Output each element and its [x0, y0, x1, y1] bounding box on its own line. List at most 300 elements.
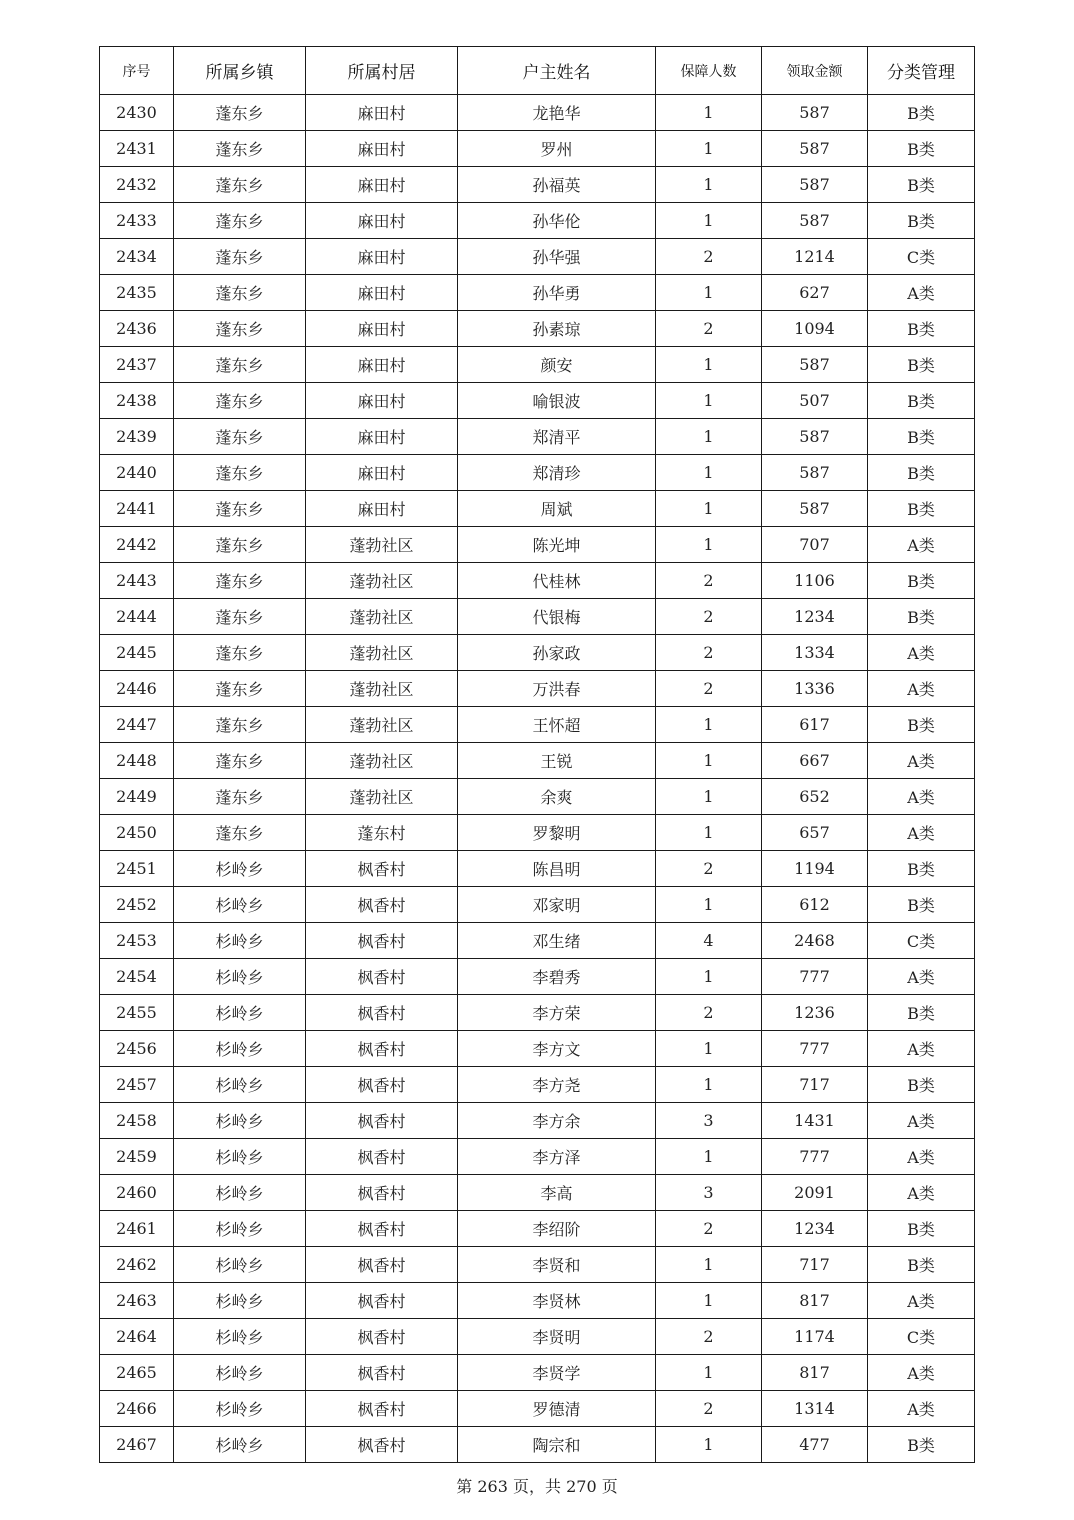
table-row — [100, 167, 975, 203]
cell-village: 蓬勃社区 — [306, 743, 458, 779]
cell-insured-count: 2 — [656, 311, 762, 347]
cell-village: 枫香村 — [306, 887, 458, 923]
cell-village: 麻田村 — [306, 491, 458, 527]
cell-index: 2445 — [100, 635, 174, 671]
cell-category: B类 — [868, 203, 975, 239]
cell-category: B类 — [868, 95, 975, 131]
cell-township: 杉岭乡 — [174, 851, 306, 887]
cell-township: 杉岭乡 — [174, 1175, 306, 1211]
cell-insured-count: 1 — [656, 815, 762, 851]
cell-insured-count: 2 — [656, 599, 762, 635]
cell-village: 蓬勃社区 — [306, 599, 458, 635]
cell-village: 麻田村 — [306, 167, 458, 203]
cell-village: 枫香村 — [306, 851, 458, 887]
cell-amount: 477 — [762, 1427, 868, 1463]
cell-insured-count: 1 — [656, 347, 762, 383]
table-row — [100, 419, 975, 455]
cell-township: 蓬东乡 — [174, 707, 306, 743]
cell-insured-count: 1 — [656, 779, 762, 815]
cell-index: 2433 — [100, 203, 174, 239]
cell-householder: 李方尧 — [458, 1067, 656, 1103]
header-row — [100, 47, 975, 95]
cell-insured-count: 1 — [656, 1031, 762, 1067]
cell-insured-count: 3 — [656, 1103, 762, 1139]
cell-amount: 587 — [762, 167, 868, 203]
cell-village: 蓬勃社区 — [306, 563, 458, 599]
cell-township: 杉岭乡 — [174, 1103, 306, 1139]
cell-index: 2458 — [100, 1103, 174, 1139]
table-row — [100, 743, 975, 779]
cell-township: 蓬东乡 — [174, 527, 306, 563]
cell-householder: 郑清平 — [458, 419, 656, 455]
table-row — [100, 1103, 975, 1139]
cell-insured-count: 1 — [656, 1427, 762, 1463]
cell-insured-count: 2 — [656, 671, 762, 707]
cell-index: 2449 — [100, 779, 174, 815]
cell-householder: 喻银波 — [458, 383, 656, 419]
cell-insured-count: 1 — [656, 275, 762, 311]
cell-township: 蓬东乡 — [174, 815, 306, 851]
cell-township: 杉岭乡 — [174, 1067, 306, 1103]
cell-category: A类 — [868, 743, 975, 779]
cell-index: 2464 — [100, 1319, 174, 1355]
cell-category: A类 — [868, 1391, 975, 1427]
cell-amount: 777 — [762, 1031, 868, 1067]
table-row — [100, 995, 975, 1031]
table-row — [100, 599, 975, 635]
table-row — [100, 1283, 975, 1319]
cell-amount: 777 — [762, 1139, 868, 1175]
header-cell-householder: 户主姓名 — [458, 47, 656, 95]
cell-township: 杉岭乡 — [174, 1427, 306, 1463]
cell-category: B类 — [868, 1211, 975, 1247]
cell-insured-count: 1 — [656, 1355, 762, 1391]
cell-amount: 627 — [762, 275, 868, 311]
cell-householder: 代桂林 — [458, 563, 656, 599]
cell-householder: 孙家政 — [458, 635, 656, 671]
table-row — [100, 1031, 975, 1067]
cell-index: 2463 — [100, 1283, 174, 1319]
cell-householder: 李方文 — [458, 1031, 656, 1067]
table-row — [100, 779, 975, 815]
cell-index: 2435 — [100, 275, 174, 311]
cell-village: 麻田村 — [306, 311, 458, 347]
cell-insured-count: 2 — [656, 1211, 762, 1247]
cell-village: 麻田村 — [306, 383, 458, 419]
cell-insured-count: 1 — [656, 167, 762, 203]
cell-index: 2456 — [100, 1031, 174, 1067]
cell-index: 2448 — [100, 743, 174, 779]
cell-householder: 孙华勇 — [458, 275, 656, 311]
cell-index: 2450 — [100, 815, 174, 851]
cell-householder: 代银梅 — [458, 599, 656, 635]
cell-amount: 2091 — [762, 1175, 868, 1211]
cell-householder: 余爽 — [458, 779, 656, 815]
cell-amount: 657 — [762, 815, 868, 851]
cell-village: 蓬东村 — [306, 815, 458, 851]
cell-township: 杉岭乡 — [174, 1247, 306, 1283]
cell-amount: 617 — [762, 707, 868, 743]
cell-township: 蓬东乡 — [174, 347, 306, 383]
cell-village: 枫香村 — [306, 1391, 458, 1427]
table-row — [100, 527, 975, 563]
cell-category: A类 — [868, 635, 975, 671]
table-row — [100, 1319, 975, 1355]
cell-township: 蓬东乡 — [174, 167, 306, 203]
cell-insured-count: 2 — [656, 563, 762, 599]
cell-amount: 1336 — [762, 671, 868, 707]
cell-householder: 龙艳华 — [458, 95, 656, 131]
table-row — [100, 383, 975, 419]
table-row — [100, 1067, 975, 1103]
cell-householder: 陶宗和 — [458, 1427, 656, 1463]
cell-householder: 孙华强 — [458, 239, 656, 275]
cell-township: 蓬东乡 — [174, 131, 306, 167]
cell-insured-count: 2 — [656, 1391, 762, 1427]
cell-category: B类 — [868, 851, 975, 887]
cell-insured-count: 1 — [656, 95, 762, 131]
cell-category: A类 — [868, 671, 975, 707]
table-row — [100, 923, 975, 959]
table-row — [100, 131, 975, 167]
cell-village: 枫香村 — [306, 1175, 458, 1211]
cell-insured-count: 1 — [656, 1247, 762, 1283]
cell-insured-count: 1 — [656, 527, 762, 563]
cell-insured-count: 2 — [656, 851, 762, 887]
cell-index: 2438 — [100, 383, 174, 419]
cell-amount: 1431 — [762, 1103, 868, 1139]
cell-insured-count: 4 — [656, 923, 762, 959]
cell-householder: 周斌 — [458, 491, 656, 527]
cell-village: 麻田村 — [306, 203, 458, 239]
cell-index: 2444 — [100, 599, 174, 635]
cell-index: 2467 — [100, 1427, 174, 1463]
cell-village: 蓬勃社区 — [306, 671, 458, 707]
cell-index: 2430 — [100, 95, 174, 131]
table-row — [100, 887, 975, 923]
cell-amount: 707 — [762, 527, 868, 563]
cell-amount: 507 — [762, 383, 868, 419]
cell-insured-count: 1 — [656, 959, 762, 995]
cell-category: A类 — [868, 959, 975, 995]
cell-index: 2440 — [100, 455, 174, 491]
cell-township: 蓬东乡 — [174, 239, 306, 275]
cell-township: 杉岭乡 — [174, 959, 306, 995]
cell-village: 麻田村 — [306, 347, 458, 383]
header-cell-index: 序号 — [100, 47, 174, 95]
cell-insured-count: 1 — [656, 1067, 762, 1103]
cell-category: B类 — [868, 383, 975, 419]
cell-amount: 817 — [762, 1355, 868, 1391]
cell-amount: 1194 — [762, 851, 868, 887]
cell-amount: 777 — [762, 959, 868, 995]
table-row — [100, 455, 975, 491]
cell-category: A类 — [868, 779, 975, 815]
cell-insured-count: 1 — [656, 707, 762, 743]
cell-category: A类 — [868, 527, 975, 563]
table-row — [100, 1139, 975, 1175]
cell-index: 2466 — [100, 1391, 174, 1427]
table-row — [100, 311, 975, 347]
cell-householder: 李贤明 — [458, 1319, 656, 1355]
cell-householder: 李方荣 — [458, 995, 656, 1031]
cell-village: 麻田村 — [306, 239, 458, 275]
cell-township: 蓬东乡 — [174, 419, 306, 455]
cell-amount: 587 — [762, 455, 868, 491]
cell-householder: 陈光坤 — [458, 527, 656, 563]
cell-index: 2460 — [100, 1175, 174, 1211]
table-row — [100, 203, 975, 239]
cell-township: 杉岭乡 — [174, 1211, 306, 1247]
table-row — [100, 491, 975, 527]
cell-category: A类 — [868, 1031, 975, 1067]
cell-index: 2453 — [100, 923, 174, 959]
table-row — [100, 671, 975, 707]
table-row — [100, 959, 975, 995]
table-row — [100, 275, 975, 311]
cell-village: 枫香村 — [306, 1103, 458, 1139]
cell-amount: 652 — [762, 779, 868, 815]
cell-householder: 李方泽 — [458, 1139, 656, 1175]
table-row — [100, 851, 975, 887]
table-row — [100, 707, 975, 743]
cell-insured-count: 2 — [656, 239, 762, 275]
cell-householder: 颜安 — [458, 347, 656, 383]
cell-village: 枫香村 — [306, 1247, 458, 1283]
cell-category: A类 — [868, 1139, 975, 1175]
cell-amount: 817 — [762, 1283, 868, 1319]
cell-householder: 李贤和 — [458, 1247, 656, 1283]
data-table — [99, 46, 975, 1463]
cell-township: 蓬东乡 — [174, 671, 306, 707]
table-row — [100, 1211, 975, 1247]
cell-category: B类 — [868, 563, 975, 599]
cell-insured-count: 1 — [656, 887, 762, 923]
cell-index: 2465 — [100, 1355, 174, 1391]
cell-amount: 1314 — [762, 1391, 868, 1427]
cell-category: B类 — [868, 455, 975, 491]
cell-insured-count: 1 — [656, 491, 762, 527]
cell-amount: 587 — [762, 491, 868, 527]
cell-township: 蓬东乡 — [174, 383, 306, 419]
cell-township: 杉岭乡 — [174, 1283, 306, 1319]
cell-village: 麻田村 — [306, 455, 458, 491]
header-cell-category: 分类管理 — [868, 47, 975, 95]
cell-householder: 李贤学 — [458, 1355, 656, 1391]
cell-amount: 1214 — [762, 239, 868, 275]
cell-category: C类 — [868, 1319, 975, 1355]
cell-township: 杉岭乡 — [174, 995, 306, 1031]
cell-category: A类 — [868, 1175, 975, 1211]
cell-index: 2451 — [100, 851, 174, 887]
cell-index: 2443 — [100, 563, 174, 599]
cell-index: 2455 — [100, 995, 174, 1031]
cell-category: B类 — [868, 887, 975, 923]
cell-amount: 587 — [762, 95, 868, 131]
cell-category: B类 — [868, 599, 975, 635]
cell-township: 蓬东乡 — [174, 311, 306, 347]
cell-village: 枫香村 — [306, 1283, 458, 1319]
cell-village: 枫香村 — [306, 1355, 458, 1391]
cell-index: 2439 — [100, 419, 174, 455]
cell-householder: 陈昌明 — [458, 851, 656, 887]
cell-index: 2461 — [100, 1211, 174, 1247]
table-row — [100, 563, 975, 599]
table-row — [100, 239, 975, 275]
cell-householder: 孙素琼 — [458, 311, 656, 347]
cell-category: C类 — [868, 239, 975, 275]
cell-index: 2452 — [100, 887, 174, 923]
cell-insured-count: 1 — [656, 419, 762, 455]
cell-amount: 1236 — [762, 995, 868, 1031]
cell-township: 杉岭乡 — [174, 1139, 306, 1175]
cell-amount: 587 — [762, 419, 868, 455]
cell-index: 2459 — [100, 1139, 174, 1175]
cell-category: B类 — [868, 311, 975, 347]
cell-householder: 孙福英 — [458, 167, 656, 203]
cell-village: 枫香村 — [306, 1211, 458, 1247]
cell-township: 杉岭乡 — [174, 923, 306, 959]
cell-category: A类 — [868, 815, 975, 851]
cell-village: 枫香村 — [306, 1427, 458, 1463]
cell-village: 蓬勃社区 — [306, 707, 458, 743]
cell-householder: 郑清珍 — [458, 455, 656, 491]
cell-householder: 万洪春 — [458, 671, 656, 707]
cell-index: 2434 — [100, 239, 174, 275]
cell-householder: 罗黎明 — [458, 815, 656, 851]
cell-index: 2432 — [100, 167, 174, 203]
cell-insured-count: 1 — [656, 131, 762, 167]
cell-category: A类 — [868, 1355, 975, 1391]
cell-category: A类 — [868, 1103, 975, 1139]
table-row — [100, 1427, 975, 1463]
header-cell-amount: 领取金额 — [762, 47, 868, 95]
cell-insured-count: 2 — [656, 1319, 762, 1355]
cell-amount: 717 — [762, 1247, 868, 1283]
header-cell-township: 所属乡镇 — [174, 47, 306, 95]
cell-householder: 罗德清 — [458, 1391, 656, 1427]
cell-township: 蓬东乡 — [174, 275, 306, 311]
cell-index: 2457 — [100, 1067, 174, 1103]
cell-householder: 李贤林 — [458, 1283, 656, 1319]
cell-amount: 1234 — [762, 599, 868, 635]
cell-amount: 717 — [762, 1067, 868, 1103]
table-row — [100, 815, 975, 851]
cell-insured-count: 1 — [656, 1139, 762, 1175]
cell-township: 蓬东乡 — [174, 95, 306, 131]
cell-insured-count: 2 — [656, 635, 762, 671]
cell-insured-count: 1 — [656, 1283, 762, 1319]
cell-township: 杉岭乡 — [174, 1355, 306, 1391]
cell-index: 2446 — [100, 671, 174, 707]
cell-insured-count: 1 — [656, 383, 762, 419]
cell-township: 蓬东乡 — [174, 743, 306, 779]
cell-township: 杉岭乡 — [174, 1391, 306, 1427]
cell-householder: 李碧秀 — [458, 959, 656, 995]
cell-amount: 587 — [762, 131, 868, 167]
cell-category: B类 — [868, 167, 975, 203]
cell-index: 2462 — [100, 1247, 174, 1283]
cell-amount: 612 — [762, 887, 868, 923]
cell-amount: 1334 — [762, 635, 868, 671]
cell-amount: 1106 — [762, 563, 868, 599]
table-header — [100, 47, 975, 95]
cell-village: 蓬勃社区 — [306, 779, 458, 815]
cell-householder: 王锐 — [458, 743, 656, 779]
cell-index: 2437 — [100, 347, 174, 383]
cell-village: 枫香村 — [306, 1319, 458, 1355]
cell-householder: 孙华伦 — [458, 203, 656, 239]
cell-village: 麻田村 — [306, 275, 458, 311]
cell-category: B类 — [868, 995, 975, 1031]
cell-amount: 587 — [762, 347, 868, 383]
cell-index: 2442 — [100, 527, 174, 563]
cell-category: A类 — [868, 275, 975, 311]
table-body — [100, 95, 975, 1463]
cell-amount: 587 — [762, 203, 868, 239]
cell-category: C类 — [868, 923, 975, 959]
cell-category: B类 — [868, 131, 975, 167]
cell-index: 2454 — [100, 959, 174, 995]
cell-category: B类 — [868, 419, 975, 455]
cell-householder: 邓家明 — [458, 887, 656, 923]
cell-insured-count: 1 — [656, 203, 762, 239]
cell-householder: 李绍阶 — [458, 1211, 656, 1247]
cell-township: 蓬东乡 — [174, 779, 306, 815]
cell-township: 蓬东乡 — [174, 491, 306, 527]
cell-township: 蓬东乡 — [174, 635, 306, 671]
cell-village: 蓬勃社区 — [306, 635, 458, 671]
cell-insured-count: 3 — [656, 1175, 762, 1211]
table-row — [100, 1391, 975, 1427]
cell-index: 2436 — [100, 311, 174, 347]
cell-village: 枫香村 — [306, 923, 458, 959]
header-cell-insured-count: 保障人数 — [656, 47, 762, 95]
cell-householder: 王怀超 — [458, 707, 656, 743]
cell-householder: 罗州 — [458, 131, 656, 167]
cell-category: B类 — [868, 1427, 975, 1463]
table-row — [100, 347, 975, 383]
cell-township: 蓬东乡 — [174, 563, 306, 599]
cell-category: B类 — [868, 1067, 975, 1103]
cell-township: 杉岭乡 — [174, 1031, 306, 1067]
cell-insured-count: 2 — [656, 995, 762, 1031]
table-row — [100, 1175, 975, 1211]
cell-insured-count: 1 — [656, 455, 762, 491]
cell-township: 蓬东乡 — [174, 203, 306, 239]
table-row — [100, 635, 975, 671]
cell-index: 2447 — [100, 707, 174, 743]
table-row — [100, 1247, 975, 1283]
cell-insured-count: 1 — [656, 743, 762, 779]
cell-category: B类 — [868, 707, 975, 743]
cell-township: 杉岭乡 — [174, 887, 306, 923]
cell-amount: 1234 — [762, 1211, 868, 1247]
cell-village: 麻田村 — [306, 95, 458, 131]
cell-township: 蓬东乡 — [174, 599, 306, 635]
cell-householder: 李方余 — [458, 1103, 656, 1139]
table-row — [100, 95, 975, 131]
cell-amount: 1174 — [762, 1319, 868, 1355]
cell-category: B类 — [868, 1247, 975, 1283]
cell-amount: 1094 — [762, 311, 868, 347]
cell-village: 枫香村 — [306, 1067, 458, 1103]
cell-amount: 667 — [762, 743, 868, 779]
cell-village: 枫香村 — [306, 959, 458, 995]
cell-category: A类 — [868, 1283, 975, 1319]
cell-householder: 邓生绪 — [458, 923, 656, 959]
cell-village: 麻田村 — [306, 419, 458, 455]
